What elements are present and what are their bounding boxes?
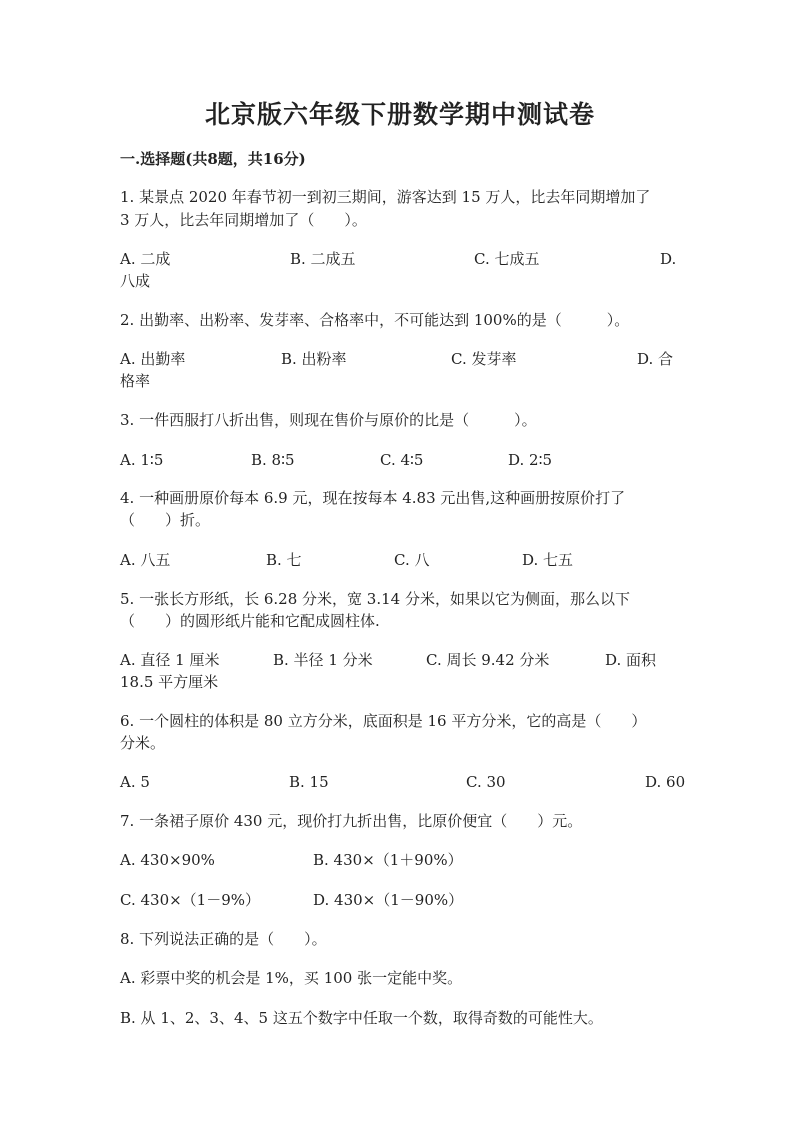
question-4-option-b: B. 七	[266, 551, 302, 569]
question-5-option-c: C. 周长 9.42 分米	[426, 651, 550, 669]
question-6-option-a: A. 5	[120, 773, 150, 791]
question-2-option-d-wrap: 格率	[120, 372, 151, 390]
question-5-stem-line-1: 5. 一张长方形纸，长 6.28 分米，宽 3.14 分米，如果以它为侧面，那么以下	[120, 590, 630, 608]
question-6-option-d: D. 60	[645, 773, 686, 791]
question-2-option-a: A. 出勤率	[120, 350, 186, 368]
question-3-option-b: B. 8∶5	[251, 451, 295, 469]
question-4-stem-line-1: 4. 一种画册原价每本 6.9 元，现在按每本 4.83 元出售,这种画册按原价打了	[120, 489, 626, 507]
question-4-stem-line-2: （ ）折。	[120, 511, 211, 529]
question-8-option-a: A. 彩票中奖的机会是 1%，买 100 张一定能中奖。	[120, 969, 463, 987]
question-3-stem-line-1: 3. 一件西服打八折出售，则现在售价与原价的比是（ ）。	[120, 411, 537, 429]
question-5-stem-line-2: （ ）的圆形纸片能和它配成圆柱体.	[120, 612, 380, 630]
question-1-option-d: D.	[660, 250, 677, 268]
question-2-option-c: C. 发芽率	[451, 350, 517, 368]
question-4-option-a: A. 八五	[120, 551, 171, 569]
question-1-option-d-wrap: 八成	[120, 272, 151, 290]
question-5-option-d: D. 面积	[605, 651, 657, 669]
question-4-option-c: C. 八	[394, 551, 430, 569]
question-1-option-a: A. 二成	[120, 250, 171, 268]
question-6-option-b: B. 15	[289, 773, 329, 791]
question-3-option-c: C. 4∶5	[380, 451, 424, 469]
question-7-option-d: D. 430×（1－90%）	[313, 891, 464, 909]
question-7-stem-line-1: 7. 一条裙子原价 430 元，现价打九折出售，比原价便宜（ ）元。	[120, 812, 583, 830]
question-3-option-d: D. 2∶5	[508, 451, 553, 469]
question-5-option-b: B. 半径 1 分米	[273, 651, 373, 669]
question-2-option-b: B. 出粉率	[281, 350, 347, 368]
question-7-option-a: A. 430×90%	[120, 851, 215, 869]
question-1-stem-line-2: 3 万人，比去年同期增加了（ ）。	[120, 211, 367, 229]
question-2-stem-line-1: 2. 出勤率、出粉率、发芽率、合格率中，不可能达到 100%的是（ ）。	[120, 311, 630, 329]
question-6-stem-line-1: 6. 一个圆柱的体积是 80 立方分米，底面积是 16 平方分米，它的高是（ ）	[120, 712, 647, 730]
section-heading: 一.选择题(共8题，共16分)	[120, 150, 306, 168]
page-title: 北京版六年级下册数学期中测试卷	[204, 100, 595, 129]
question-1-stem-line-1: 1. 某景点 2020 年春节初一到初三期间，游客达到 15 万人，比去年同期增加了	[120, 188, 651, 206]
question-1-option-b: B. 二成五	[290, 250, 356, 268]
question-7-option-b: B. 430×（1＋90%）	[313, 851, 463, 869]
question-5-option-a: A. 直径 1 厘米	[120, 651, 220, 669]
question-7-option-c: C. 430×（1－9%）	[120, 891, 261, 909]
question-8-option-b: B. 从 1、2、3、4、5 这五个数字中任取一个数，取得奇数的可能性大。	[120, 1009, 603, 1027]
question-1-option-c: C. 七成五	[474, 250, 540, 268]
question-8-stem-line-1: 8. 下列说法正确的是（ ）。	[120, 930, 327, 948]
question-4-option-d: D. 七五	[522, 551, 574, 569]
question-2-option-d: D. 合	[637, 350, 674, 368]
question-5-option-d-wrap: 18.5 平方厘米	[120, 673, 219, 691]
question-6-option-c: C. 30	[466, 773, 506, 791]
question-3-option-a: A. 1∶5	[120, 451, 164, 469]
question-6-stem-line-2: 分米。	[120, 734, 166, 752]
